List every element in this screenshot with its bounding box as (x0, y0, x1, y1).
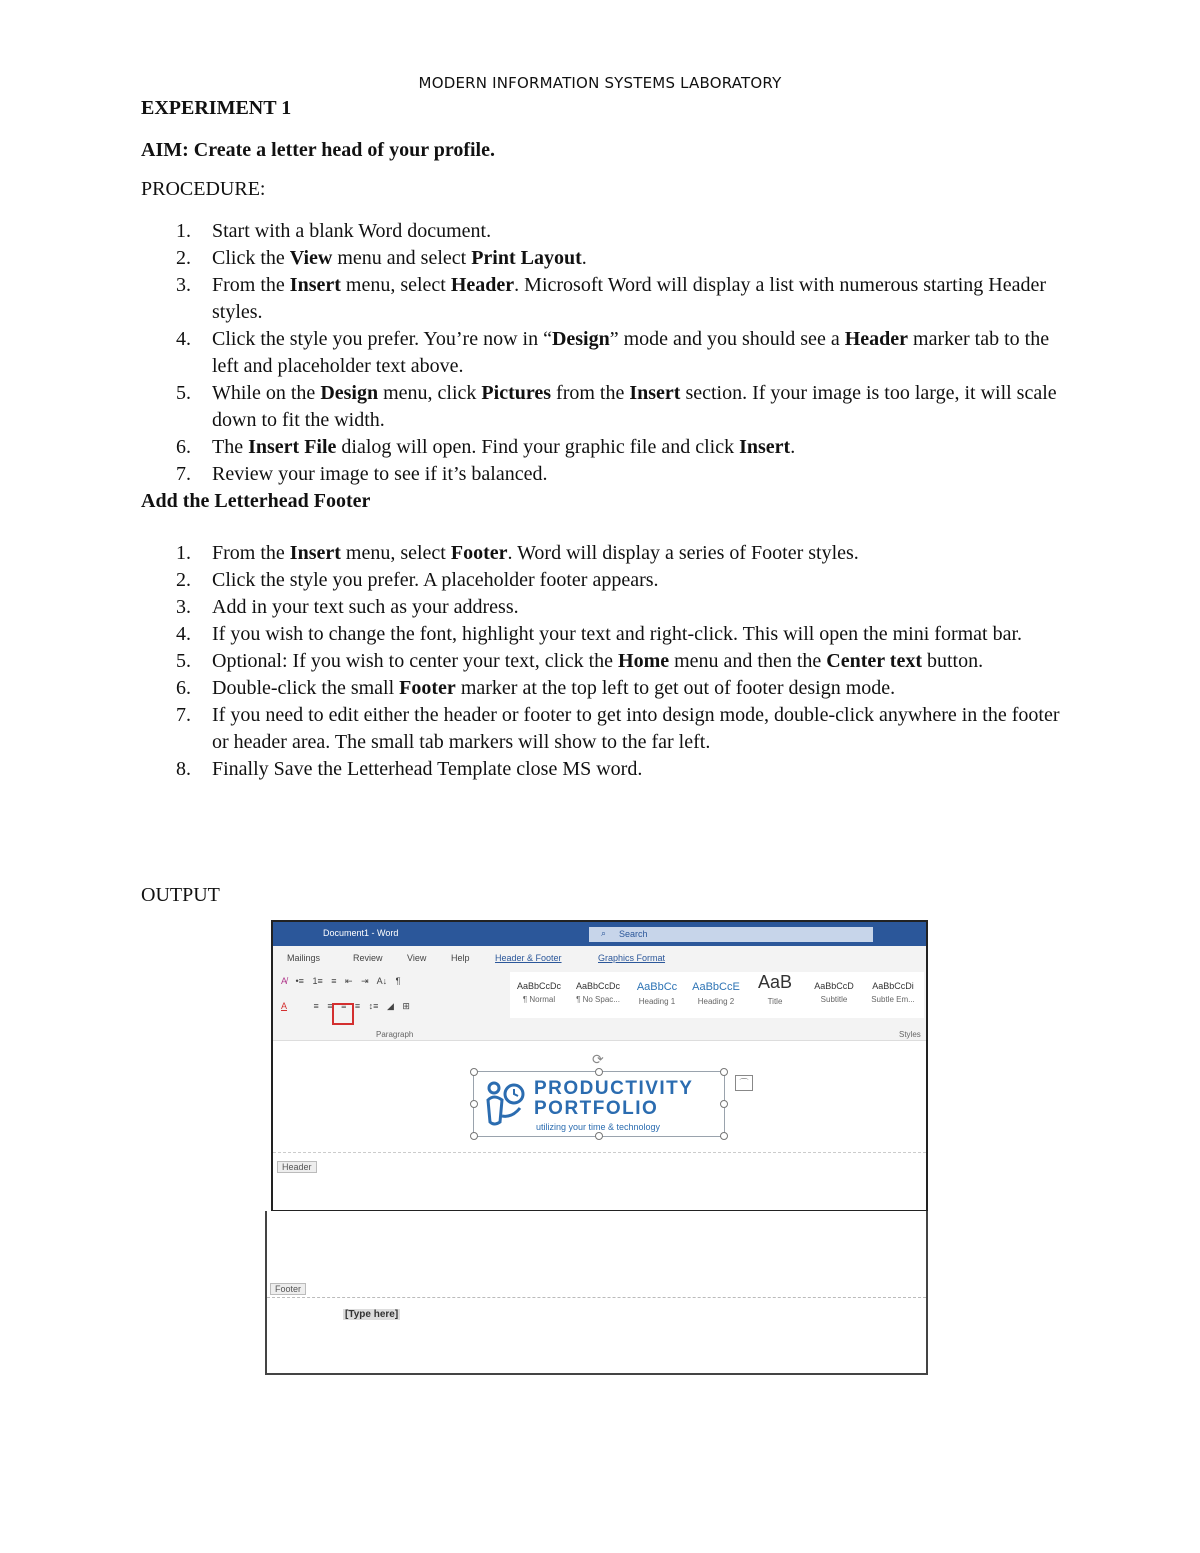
numbering-icon[interactable]: 1≡ (312, 976, 323, 986)
style-preview: AaBbCcDc (516, 981, 561, 991)
styles-group-label: Styles (899, 1030, 921, 1039)
style-preview: AaBbCcDi (872, 981, 914, 991)
step-text: Start with a blank Word document. (212, 220, 492, 242)
header-steps-list (141, 218, 1061, 488)
search-box[interactable] (589, 927, 873, 942)
center-text-button-highlight[interactable] (332, 1003, 354, 1025)
style-name: Subtitle (820, 995, 848, 1004)
tab-help[interactable]: Help (451, 953, 470, 963)
list-item (141, 621, 1061, 648)
line-spacing-icon[interactable]: ↕≡ (368, 1001, 379, 1011)
style-subtitle[interactable] (805, 972, 863, 1018)
list-number: 5. (176, 650, 191, 672)
ribbon-tabs (273, 946, 926, 968)
style-no-spacing[interactable] (569, 972, 627, 1018)
align-right-icon[interactable]: ≡ (341, 1001, 347, 1011)
step-text: from the (551, 382, 630, 404)
footer-boundary-line (267, 1297, 926, 1298)
style-preview: AaB (757, 972, 793, 992)
list-number: 7. (176, 704, 191, 726)
resize-handle[interactable] (720, 1132, 728, 1140)
paragraph-row-1 (281, 976, 407, 987)
bold-term: Insert File (248, 436, 337, 458)
step-text: From the (212, 274, 290, 296)
step-text: While on the (212, 382, 321, 404)
clock-person-logo-icon (480, 1078, 530, 1128)
bold-term: Print Layout (471, 247, 582, 269)
align-left-icon[interactable]: ≡ (313, 1001, 319, 1011)
logo-text-line-2: PORTFOLIO (534, 1098, 659, 1119)
bold-term: Design (551, 328, 610, 350)
step-text: marker tab to the left and placeholder text above. (212, 328, 1050, 377)
bold-term: Header (844, 328, 909, 350)
bold-term: Footer (450, 542, 508, 564)
list-item (141, 380, 1061, 434)
font-color-icon[interactable]: A (281, 1001, 288, 1011)
logo-image[interactable] (473, 1071, 725, 1137)
list-item (141, 218, 1061, 245)
list-item (141, 756, 1061, 783)
list-item (141, 434, 1061, 461)
list-number: 8. (176, 758, 191, 780)
list-item (141, 648, 1061, 675)
shading-icon[interactable]: ◢ (386, 1001, 394, 1011)
style-name: Heading 2 (697, 997, 735, 1006)
list-item (141, 326, 1061, 380)
list-item (141, 594, 1061, 621)
resize-handle[interactable] (720, 1068, 728, 1076)
style-name: Title (767, 997, 783, 1006)
multilevel-icon[interactable]: ≡ (331, 976, 337, 986)
style-heading-2[interactable] (687, 972, 745, 1018)
step-text: button. (922, 650, 984, 672)
bold-term: Center text (826, 650, 922, 672)
resize-handle[interactable] (470, 1068, 478, 1076)
footer-placeholder-text[interactable]: [Type here] (345, 1309, 399, 1320)
step-text: menu, select (340, 274, 451, 296)
style-preview: AaBbCcE (692, 981, 740, 993)
header-marker-tab[interactable]: Header (277, 1161, 317, 1173)
style-title[interactable] (746, 972, 804, 1018)
resize-handle[interactable] (595, 1132, 603, 1140)
style-normal[interactable] (510, 972, 568, 1018)
list-item (141, 245, 1061, 272)
search-icon: ⌕ (601, 928, 607, 938)
justify-icon[interactable]: ≡ (354, 1001, 361, 1011)
step-text: Click the (212, 247, 290, 269)
bold-term: View (289, 247, 333, 269)
document-title: Document1 - Word (323, 928, 399, 938)
step-text: From the (212, 542, 290, 564)
list-number: 2. (176, 247, 191, 269)
step-text: menu and select (332, 247, 472, 269)
list-item (141, 567, 1061, 594)
list-number: 1. (176, 542, 191, 564)
step-text: . (790, 436, 796, 458)
style-subtle-emphasis[interactable] (864, 972, 922, 1018)
list-number: 4. (176, 623, 191, 645)
paragraph-group-label: Paragraph (376, 1030, 414, 1039)
ribbon-home (273, 968, 926, 1041)
borders-icon[interactable]: ⊞ (402, 1001, 410, 1011)
style-preview: AaBbCcD (814, 981, 854, 991)
step-text: marker at the top left to get out of footer design mode. (455, 677, 896, 699)
style-preview: AaBbCcDc (575, 981, 620, 991)
resize-handle[interactable] (720, 1100, 728, 1108)
list-number: 6. (176, 436, 191, 458)
bullets-icon[interactable]: •≡ (295, 976, 304, 986)
step-text: menu and then the (669, 650, 827, 672)
bold-term: Insert (289, 274, 341, 296)
tab-header-footer[interactable]: Header & Footer (495, 953, 562, 963)
bold-term: Insert (289, 542, 341, 564)
step-text: If you wish to change the font, highlight your text and right-click. This will open the mini format bar. (212, 623, 1023, 645)
list-number: 5. (176, 382, 191, 404)
step-text: Double-click the small (212, 677, 400, 699)
footer-marker-tab[interactable]: Footer (270, 1283, 306, 1295)
word-header-screenshot (271, 920, 928, 1212)
footer-steps-list (141, 540, 1061, 783)
step-text: menu, select (340, 542, 451, 564)
style-name: Subtle Em... (871, 995, 915, 1004)
layout-options-icon[interactable]: ⌒ (735, 1075, 753, 1091)
procedure-label: PROCEDURE: (141, 178, 266, 200)
bold-term: Home (618, 650, 670, 672)
step-text: Add in your text such as your address. (212, 596, 519, 618)
style-name: Heading 1 (638, 997, 676, 1006)
align-center-icon[interactable]: ≡ (327, 1001, 333, 1011)
tab-review[interactable]: Review (353, 953, 383, 963)
step-text: . Microsoft Word will display a list with numerous starting Header styles. (212, 274, 1046, 323)
search-placeholder: Search (619, 929, 648, 939)
experiment-title: EXPERIMENT 1 (141, 97, 292, 119)
tab-mailings[interactable]: Mailings (287, 953, 321, 963)
list-number: 3. (176, 596, 191, 618)
style-name: ¶ Normal (522, 995, 556, 1004)
list-number: 6. (176, 677, 191, 699)
list-number: 3. (176, 274, 191, 296)
list-item (141, 675, 1061, 702)
step-text: dialog will open. Find your graphic file and click (336, 436, 740, 458)
footer-section-heading: Add the Letterhead Footer (141, 490, 371, 512)
bold-term: Insert (629, 382, 681, 404)
aim-statement: AIM: Create a letter head of your profile. (141, 139, 495, 161)
style-heading-1[interactable] (628, 972, 686, 1018)
step-text: menu, click (378, 382, 482, 404)
running-header: MODERN INFORMATION SYSTEMS LABORATORY (418, 74, 782, 92)
step-text: section. If your image is too large, it will scale down to fit the width. (212, 382, 1057, 431)
list-item (141, 702, 1061, 756)
pilcrow-icon[interactable]: ¶ (395, 976, 401, 986)
style-preview: AaBbCc (636, 981, 678, 993)
word-title-bar (273, 922, 926, 946)
list-number: 4. (176, 328, 191, 350)
step-text: Review your image to see if it’s balanced. (212, 463, 548, 485)
bold-term: Design (320, 382, 379, 404)
resize-handle[interactable] (470, 1132, 478, 1140)
sort-icon[interactable]: A↓ (376, 976, 388, 986)
list-number: 7. (176, 463, 191, 485)
output-label: OUTPUT (141, 884, 220, 906)
list-item (141, 272, 1061, 326)
step-text: . Word will display a series of Footer styles. (507, 542, 859, 564)
clear-format-icon[interactable]: A̸ (281, 976, 288, 986)
increase-indent-icon[interactable]: ⇥ (361, 976, 369, 986)
bold-term: Footer (399, 677, 456, 699)
bold-term: Header (450, 274, 515, 296)
rotate-handle-icon[interactable]: ⟳ (592, 1051, 604, 1067)
list-number: 1. (176, 220, 191, 242)
step-text: The (212, 436, 249, 458)
bold-term: Pictures (481, 382, 552, 404)
word-footer-screenshot (265, 1211, 928, 1375)
logo-text-line-1: PRODUCTIVITY (534, 1078, 694, 1099)
tab-graphics-format[interactable]: Graphics Format (598, 953, 666, 963)
styles-gallery (510, 972, 924, 1018)
list-item (141, 461, 1061, 488)
step-text: . (581, 247, 587, 269)
decrease-indent-icon[interactable]: ⇤ (345, 976, 353, 986)
resize-handle[interactable] (470, 1100, 478, 1108)
list-item (141, 540, 1061, 567)
step-text: ” mode and you should see a (609, 328, 845, 350)
resize-handle[interactable] (595, 1068, 603, 1076)
step-text: Optional: If you wish to center your text, click the (212, 650, 619, 672)
bold-term: Insert (739, 436, 791, 458)
step-text: Click the style you prefer. A placeholder footer appears. (212, 569, 659, 591)
document-page-header[interactable] (273, 1041, 926, 1210)
tab-view[interactable]: View (407, 953, 427, 963)
step-text: Click the style you prefer. You’re now in “ (212, 328, 552, 350)
header-boundary-line (273, 1152, 926, 1153)
logo-tagline: utilizing your time & technology (536, 1122, 661, 1132)
step-text: If you need to edit either the header or footer to get into design mode, double-click anywhere in the footer or header area. The small tab markers will show to the far left. (212, 704, 1060, 753)
list-number: 2. (176, 569, 191, 591)
step-text: Finally Save the Letterhead Template close MS word. (212, 758, 643, 780)
style-name: ¶ No Spac... (576, 995, 620, 1004)
